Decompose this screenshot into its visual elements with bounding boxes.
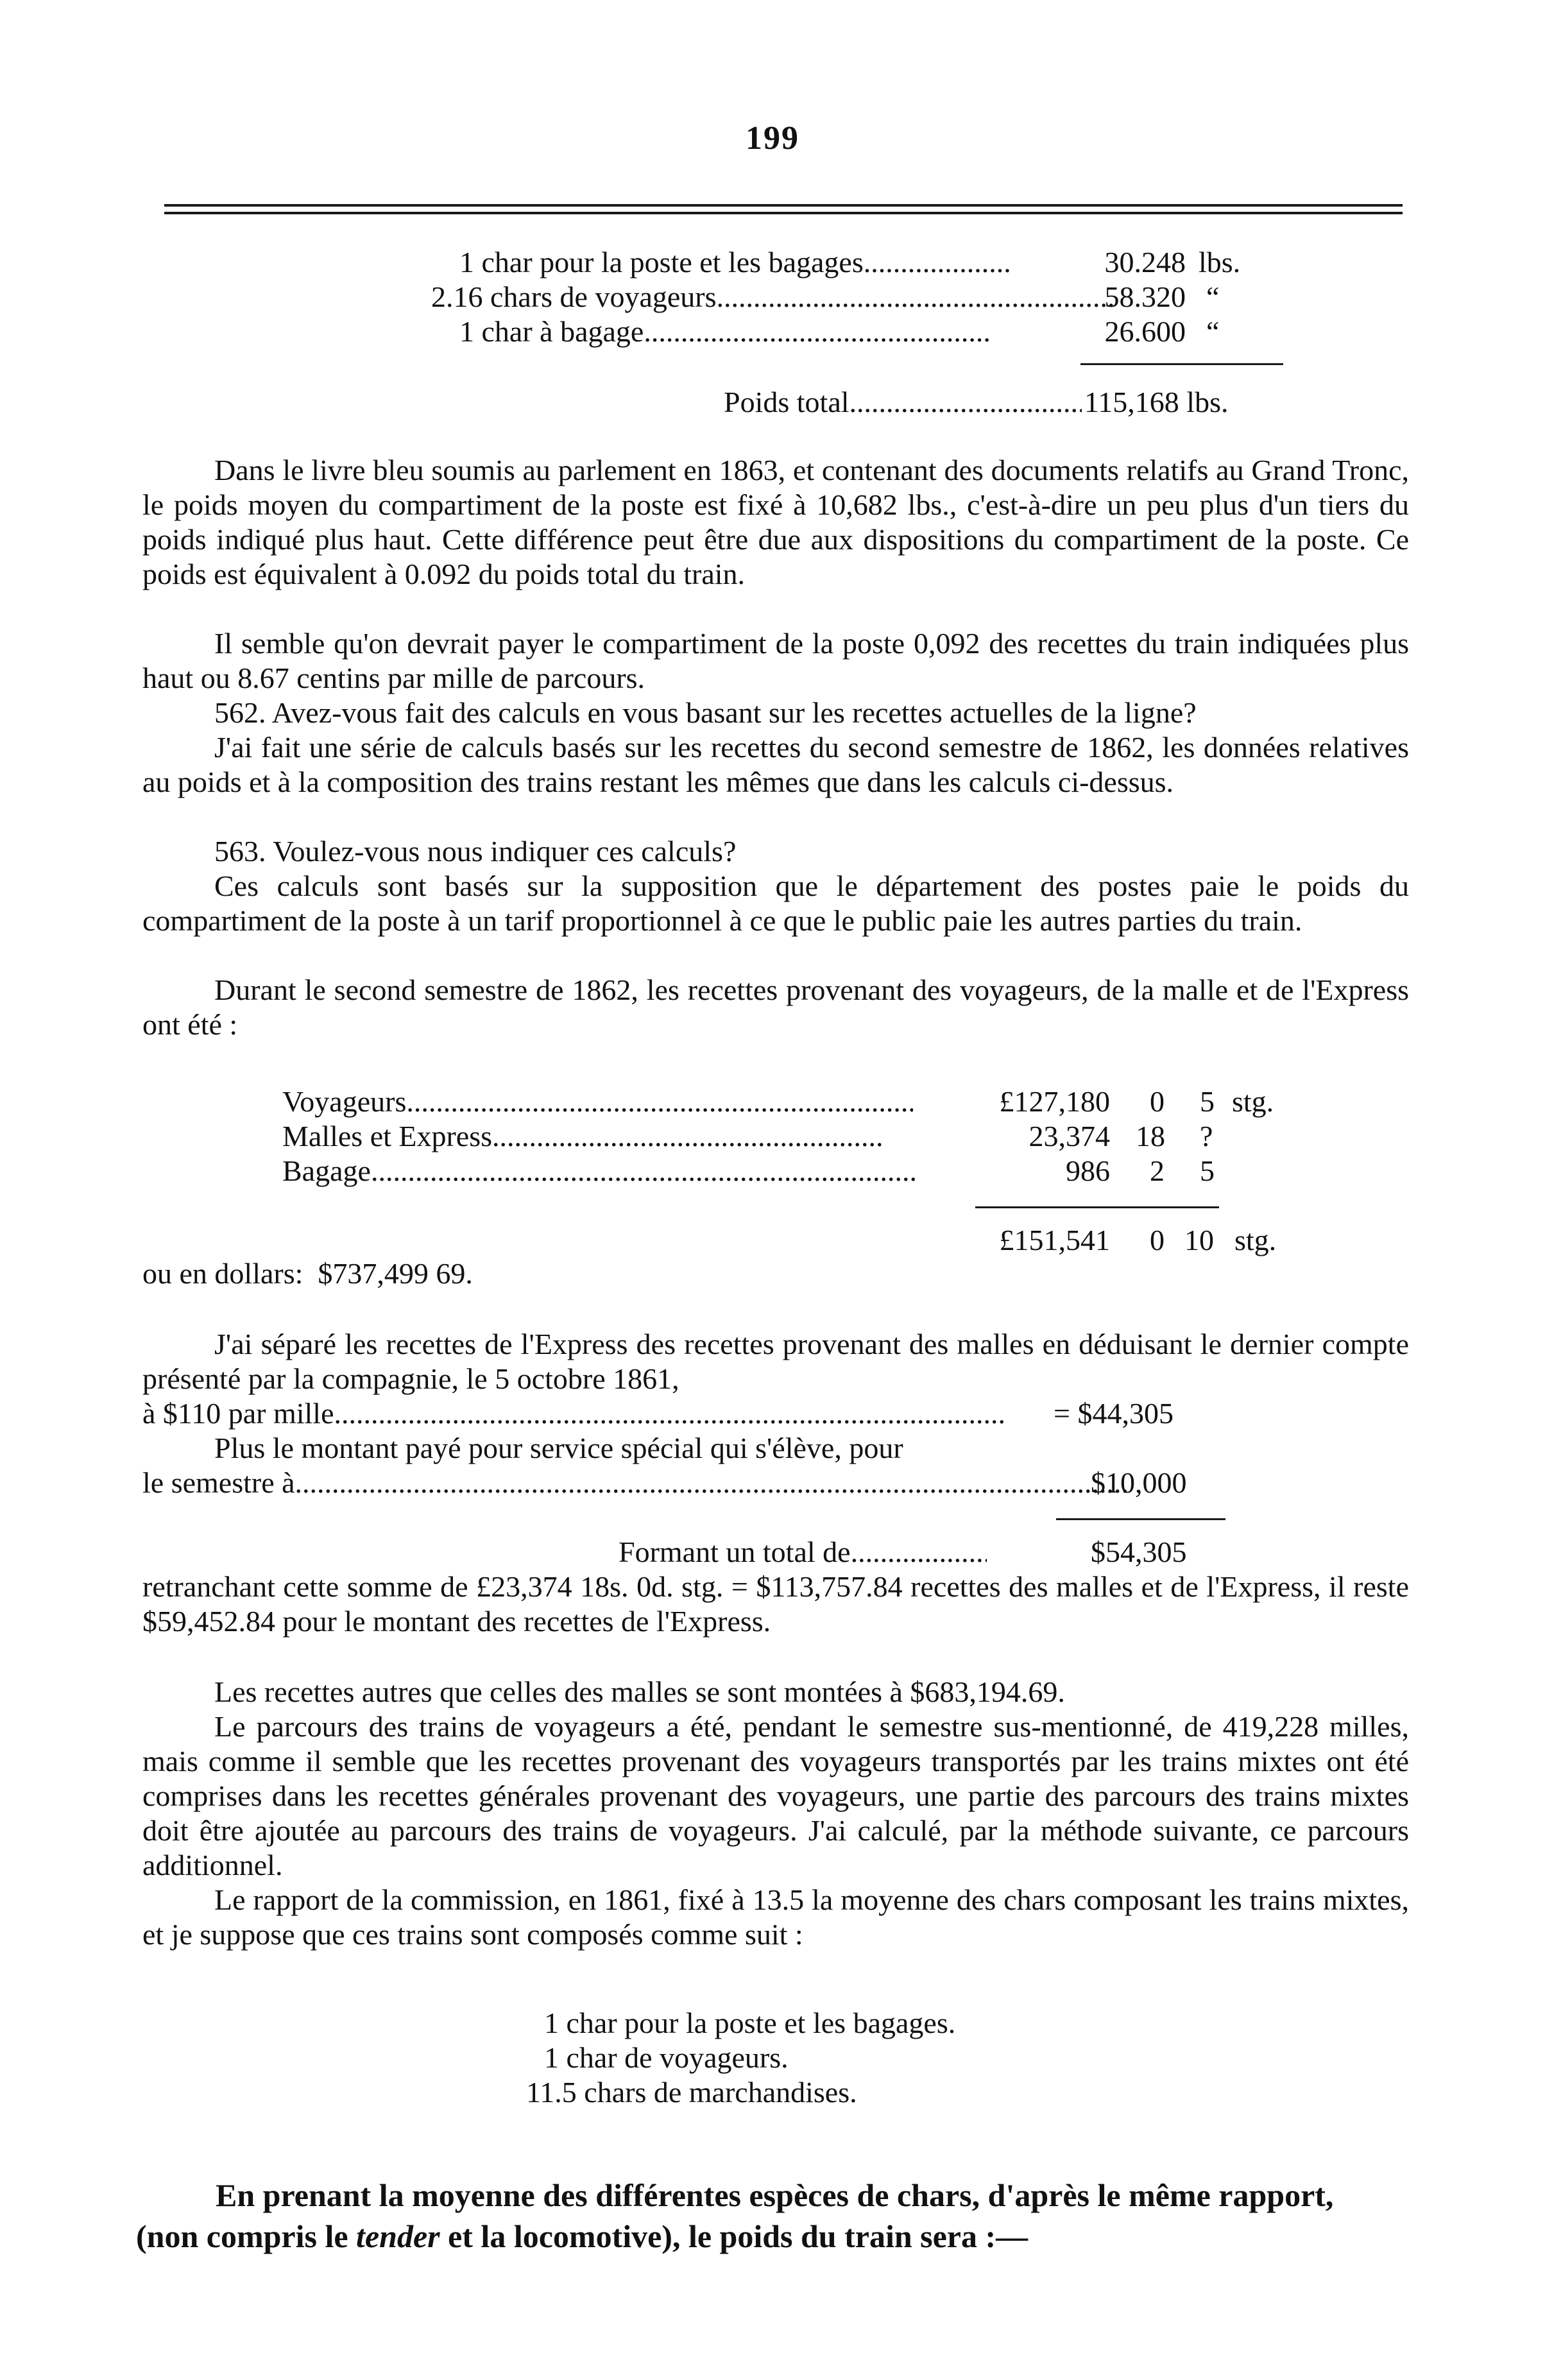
weights-row <box>459 314 993 349</box>
leader-dots <box>851 1535 987 1570</box>
paragraph: Le parcours des trains de voyageurs a été, pendant le semestre sus-mentionné, de 419,228 milles, mais comme il semble que les recettes provenant des voyageurs transportés par les trains mixtes ont été comprises dans les recettes générales provenant des voyageurs, une partie des parcours des trains mixtes doit être ajoutée au parcours des trains de voyageurs. J'ai calculé, par la méthode suivante, ce parcours additionnel. <box>142 1710 1409 1881</box>
final-line-2-italic: tender <box>356 2218 440 2254</box>
express-line-text: Plus le montant payé pour service spécial qui s'élève, pour <box>214 1432 903 1464</box>
receipts-total-amount: £151,541 <box>999 1224 1110 1256</box>
leader-dots <box>492 1119 883 1154</box>
sum-rule <box>975 1206 1219 1208</box>
leader-dots <box>849 385 1082 420</box>
receipts-unit: stg. <box>1232 1085 1274 1118</box>
receipts-row <box>282 1154 916 1188</box>
receipts-shillings: 0 <box>1150 1085 1165 1118</box>
dollars-value: $737,499 69. <box>318 1257 473 1290</box>
weights-total-value <box>1084 385 1228 420</box>
receipts-shillings: 18 <box>1136 1120 1165 1152</box>
receipts-pence: ? <box>1200 1120 1213 1152</box>
sum-rule <box>1056 1518 1225 1520</box>
page-number: 199 <box>746 120 799 157</box>
paragraph: Il semble qu'on devrait payer le compartiment de la poste 0,092 des recettes du train indiquées plus haut ou 8.67 centins par mille de parcours. <box>142 627 1409 694</box>
weights-row-unit: “ <box>1206 315 1220 348</box>
express-line-label: le semestre à <box>142 1466 295 1499</box>
paragraph: J'ai séparé les recettes de l'Express des recettes provenant des malles en déduisant le dernier compte présenté par la compagnie, le 5 octobre 1861, <box>142 1328 1409 1395</box>
receipts-row <box>282 1119 883 1154</box>
weights-row-label: 2.16 chars de voyageurs <box>431 280 717 313</box>
receipts-row-label: Malles et Express <box>282 1120 493 1152</box>
sum-rule <box>1080 363 1283 365</box>
weights-row-unit: lbs. <box>1199 246 1241 278</box>
weights-total-number: 115,168 <box>1084 386 1179 418</box>
express-total <box>619 1535 987 1570</box>
leader-dots <box>717 280 1116 314</box>
express-total-label: Formant un total de <box>619 1536 851 1568</box>
final-line-2-start: (non compris le <box>136 2218 357 2254</box>
header-rule-top <box>164 204 1403 207</box>
leader-dots <box>334 1396 1007 1431</box>
leader-dots <box>295 1466 1127 1500</box>
dollars-label: ou en dollars: <box>142 1257 303 1290</box>
receipts-row-label: Voyageurs <box>282 1085 407 1118</box>
leader-dots <box>406 1084 913 1119</box>
receipts-amount: 23,374 <box>1029 1120 1110 1152</box>
question: 562. Avez-vous fait des calculs en vous basant sur les recettes actuelles de la ligne? <box>214 696 1197 729</box>
receipts-amount: £127,180 <box>999 1085 1110 1118</box>
final-line-2-end: et la locomotive), le poids du train sera :— <box>440 2218 1029 2254</box>
weights-row-value: 30.248 <box>1104 246 1186 278</box>
weights-row-value: 58.320 <box>1104 280 1186 313</box>
receipts-total-shillings: 0 <box>1150 1224 1165 1256</box>
header-rule-bottom <box>164 212 1403 214</box>
weights-row-label: 1 char pour la poste et les bagages <box>459 246 864 278</box>
final-line-2 <box>136 2216 1028 2256</box>
receipts-amount: 986 <box>1066 1154 1110 1187</box>
express-line <box>142 1466 1127 1500</box>
dollars-equivalent <box>142 1256 473 1291</box>
weights-row-label: 1 char à bagage. <box>459 315 651 348</box>
weights-total-label: Poids total <box>724 386 849 418</box>
paragraph: Dans le livre bleu soumis au parlement en 1863, et contenant des documents relatifs au Grand Tronc, le poids moyen du compartiment de la poste est fixé à 10,682 lbs., c'est-à-dire un peu plus d'un tiers du poids indiqué plus haut. Cette différence peut être due aux dispositions du compartiment de la poste. Ce poids est équivalent à 0.092 du poids total du train. <box>142 454 1409 590</box>
leader-dots <box>371 1154 916 1188</box>
receipts-row-label: Bagage <box>282 1154 371 1187</box>
express-line <box>142 1396 1007 1431</box>
express-line-value: = $44,305 <box>1054 1397 1174 1430</box>
weights-total-unit: lbs. <box>1186 386 1229 418</box>
question: 563. Voulez-vous nous indiquer ces calculs? <box>214 835 737 868</box>
list-item: 11.5 chars de marchandises. <box>526 2076 857 2109</box>
receipts-shillings: 2 <box>1150 1154 1165 1187</box>
receipts-pence: 5 <box>1200 1085 1215 1118</box>
leader-dots <box>864 245 1011 280</box>
weights-row-unit: “ <box>1206 280 1220 313</box>
paragraph: Les recettes autres que celles des malles se sont montées à $683,194.69. <box>214 1675 1065 1708</box>
weights-total <box>724 385 1082 420</box>
list-item: 1 char de voyageurs. <box>544 2041 789 2074</box>
receipts-total-pence: 10 <box>1184 1224 1214 1256</box>
express-line-value: $10,000 <box>1091 1466 1187 1499</box>
list-item: 1 char pour la poste et les bagages. <box>544 2007 956 2039</box>
weights-row <box>431 280 1116 314</box>
final-line-1: En prenant la moyenne des différentes espèces de chars, d'après le même rapport, <box>216 2177 1334 2213</box>
paragraph: J'ai fait une série de calculs basés sur les recettes du second semestre de 1862, les données relatives au poids et à la composition des trains restant les mêmes que dans les calculs ci-dessus. <box>142 731 1409 798</box>
receipts-row <box>282 1084 913 1119</box>
weights-row-value: 26.600 <box>1104 315 1186 348</box>
weights-row <box>459 245 1011 280</box>
paragraph: Le rapport de la commission, en 1861, fixé à 13.5 la moyenne des chars composant les trains mixtes, et je suppose que ces trains sont composés comme suit : <box>142 1883 1409 1951</box>
leader-dots <box>651 314 993 349</box>
paragraph: Ces calculs sont basés sur la supposition que le département des postes paie le poids du compartiment de la poste à un tarif proportionnel à ce que le public paie les autres parties du train. <box>142 869 1409 937</box>
express-total-value: $54,305 <box>1091 1536 1187 1568</box>
receipts-total-unit: stg. <box>1234 1224 1277 1256</box>
paragraph: retranchant cette somme de £23,374 18s. 0d. stg. = $113,757.84 recettes des malles et de l'Express, il reste $59,452.84 pour le montant des recettes de l'Express. <box>142 1570 1409 1638</box>
receipts-pence: 5 <box>1200 1154 1215 1187</box>
paragraph: Durant le second semestre de 1862, les recettes provenant des voyageurs, de la malle et de l'Express ont été : <box>142 973 1409 1041</box>
express-line-label: à $110 par mille <box>142 1397 334 1430</box>
